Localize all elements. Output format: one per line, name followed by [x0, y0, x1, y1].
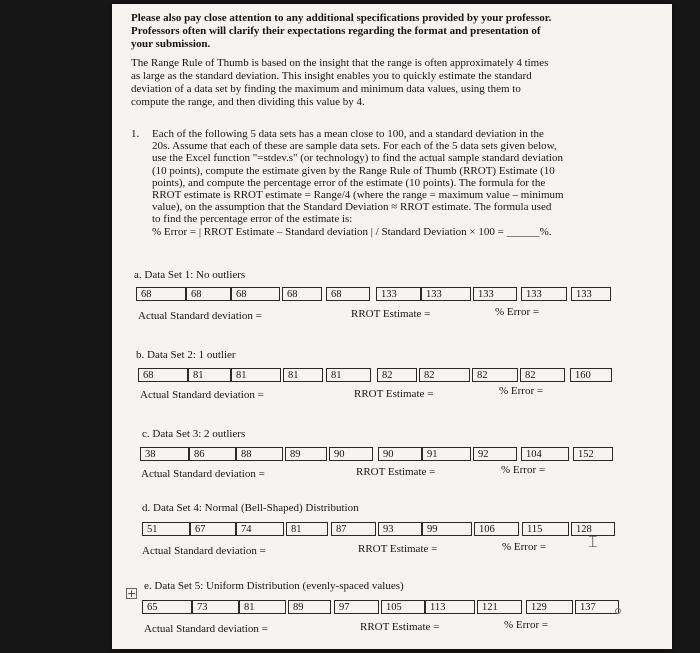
dataset-4-title: d. Data Set 4: Normal (Bell-Shaped) Distribution — [142, 502, 359, 514]
table-move-handle-icon[interactable]: + — [127, 587, 137, 600]
dataset-2-cell[interactable]: 82 — [520, 368, 565, 382]
dataset-1-rrot-label: RROT Estimate = — [351, 308, 431, 320]
dataset-2-cell[interactable]: 160 — [570, 368, 612, 382]
dataset-2-rrot-label: RROT Estimate = — [354, 388, 434, 400]
dataset-2-error-label: % Error = — [499, 385, 544, 397]
range-rule-line-2: as large as the standard deviation. This insight enables you to quickly estimate the standard — [131, 70, 532, 82]
dataset-1-cell[interactable]: 68 — [136, 287, 186, 301]
dataset-1-cell[interactable]: 68 — [326, 287, 370, 301]
text-cursor-icon: ⌶ — [588, 532, 598, 551]
question-number: 1. — [131, 128, 140, 140]
dataset-1-cell[interactable]: 133 — [421, 287, 471, 301]
dataset-3-cell[interactable]: 38 — [140, 447, 189, 461]
dataset-3-sd-label: Actual Standard deviation = — [141, 468, 265, 480]
q1-line-7: value), on the assumption that the Standard Deviation ≈ RROT estimate. The formula used — [152, 201, 552, 214]
dataset-5-sd-label: Actual Standard deviation = — [144, 623, 268, 635]
dataset-3-cell[interactable]: 152 — [573, 447, 613, 461]
dataset-4-cell[interactable]: 51 — [142, 522, 190, 536]
q1-line-4: (10 points), compute the estimate given by the Range Rule of Thumb (RROT) Estimate (10 — [152, 164, 555, 177]
dataset-3-cell[interactable]: 86 — [189, 447, 236, 461]
dataset-1-cell[interactable]: 68 — [186, 287, 231, 301]
dataset-3-cell[interactable]: 104 — [521, 447, 569, 461]
dataset-2-cell[interactable]: 81 — [188, 368, 231, 382]
dataset-2-cell[interactable]: 81 — [326, 368, 371, 382]
dataset-3-cell[interactable]: 89 — [285, 447, 327, 461]
dataset-2-cell[interactable]: 81 — [283, 368, 323, 382]
dataset-4-cell[interactable]: 87 — [331, 522, 376, 536]
q1-line-5: points), and compute the percentage error of the estimate (10 points). The formula for the — [152, 176, 546, 189]
dataset-1-cell[interactable]: 68 — [231, 287, 280, 301]
dataset-5-cell[interactable]: 113 — [425, 600, 475, 614]
dataset-3-cell[interactable]: 91 — [422, 447, 471, 461]
q1-line-6: RROT estimate is RROT estimate = Range/4 (where the range = maximum value – minimum — [152, 189, 564, 202]
dataset-4-cell[interactable]: 115 — [522, 522, 569, 536]
dataset-1-cell[interactable]: 133 — [376, 287, 421, 301]
dataset-2-cell[interactable]: 82 — [419, 368, 470, 382]
dataset-1-error-label: % Error = — [495, 306, 540, 318]
intro-line-3: your submission. — [131, 38, 211, 50]
dataset-4-cell[interactable]: 128 — [571, 522, 615, 536]
dataset-5-cell[interactable]: 81 — [239, 600, 286, 614]
q1-line-9: % Error = | RROT Estimate – Standard deviation | / Standard Deviation × 100 = ______%. — [152, 225, 552, 238]
dataset-4-cell[interactable]: 99 — [422, 522, 472, 536]
dataset-4-error-label: % Error = — [502, 541, 547, 553]
dataset-2-title: b. Data Set 2: 1 outlier — [136, 349, 236, 361]
dataset-3-cell[interactable]: 88 — [236, 447, 283, 461]
dataset-5-cell[interactable]: 129 — [526, 600, 573, 614]
dataset-2-cell[interactable]: 68 — [138, 368, 188, 382]
dataset-4-cell[interactable]: 74 — [236, 522, 284, 536]
dataset-1-cell[interactable]: 68 — [282, 287, 322, 301]
dataset-4-sd-label: Actual Standard deviation = — [142, 545, 266, 557]
dataset-5-cell[interactable]: 89 — [288, 600, 331, 614]
range-rule-line-1: The Range Rule of Thumb is based on the insight that the range is often approximately 4 times — [131, 57, 549, 69]
dataset-2-sd-label: Actual Standard deviation = — [140, 389, 264, 401]
dataset-4-cell[interactable]: 93 — [378, 522, 422, 536]
dataset-5-title: e. Data Set 5: Uniform Distribution (evenly-spaced values) — [144, 580, 404, 592]
dataset-2-cell[interactable]: 82 — [377, 368, 417, 382]
dataset-5-cell[interactable]: 105 — [381, 600, 425, 614]
q1-line-8: to find the percentage error of the estimate is: — [152, 213, 353, 226]
dataset-4-cell[interactable]: 106 — [474, 522, 519, 536]
dataset-3-title: c. Data Set 3: 2 outliers — [142, 428, 246, 440]
intro-line-1: Please also pay close attention to any additional specifications provided by your professor. — [131, 12, 552, 24]
dataset-1-cell[interactable]: 133 — [521, 287, 567, 301]
dataset-5-cell[interactable]: 121 — [477, 600, 522, 614]
dataset-1-sd-label: Actual Standard deviation = — [138, 310, 262, 322]
dataset-3-cell[interactable]: 90 — [329, 447, 373, 461]
dataset-4-rrot-label: RROT Estimate = — [358, 543, 438, 555]
range-rule-line-4: compute the range, and then dividing this value by 4. — [131, 96, 365, 108]
dataset-5-cell[interactable]: 97 — [334, 600, 379, 614]
dataset-2-cell[interactable]: 81 — [231, 368, 281, 382]
dataset-3-error-label: % Error = — [501, 464, 546, 476]
dataset-5-cell[interactable]: 65 — [142, 600, 192, 614]
dataset-5-rrot-label: RROT Estimate = — [360, 621, 440, 633]
table-resize-handle[interactable] — [615, 608, 621, 614]
range-rule-line-3: deviation of a data set by finding the maximum and minimum data values, using them to — [131, 83, 521, 95]
document-page — [112, 4, 672, 649]
q1-line-1: Each of the following 5 data sets has a mean close to 100, and a standard deviation in the — [152, 128, 544, 140]
intro-line-2: Professors often will clarify their expectations regarding the format and presentation of — [131, 25, 541, 37]
q1-line-3: use the Excel function "=stdev.s" (or technology) to find the actual sample standard deviation — [152, 152, 563, 165]
dataset-1-title: a. Data Set 1: No outliers — [134, 269, 246, 281]
dataset-5-cell[interactable]: 73 — [192, 600, 239, 614]
dataset-3-rrot-label: RROT Estimate = — [356, 466, 436, 478]
dataset-1-cell[interactable]: 133 — [571, 287, 611, 301]
dataset-3-cell[interactable]: 92 — [473, 447, 517, 461]
dataset-1-cell[interactable]: 133 — [473, 287, 517, 301]
dataset-5-error-label: % Error = — [504, 619, 549, 631]
q1-line-2: 20s. Assume that each of these are sample data sets. For each of the 5 data sets given below, — [152, 140, 557, 153]
dataset-4-cell[interactable]: 67 — [190, 522, 236, 536]
dataset-5-cell[interactable]: 137 — [575, 600, 619, 614]
dataset-4-cell[interactable]: 81 — [286, 522, 328, 536]
dataset-3-cell[interactable]: 90 — [378, 447, 422, 461]
dataset-2-cell[interactable]: 82 — [472, 368, 518, 382]
